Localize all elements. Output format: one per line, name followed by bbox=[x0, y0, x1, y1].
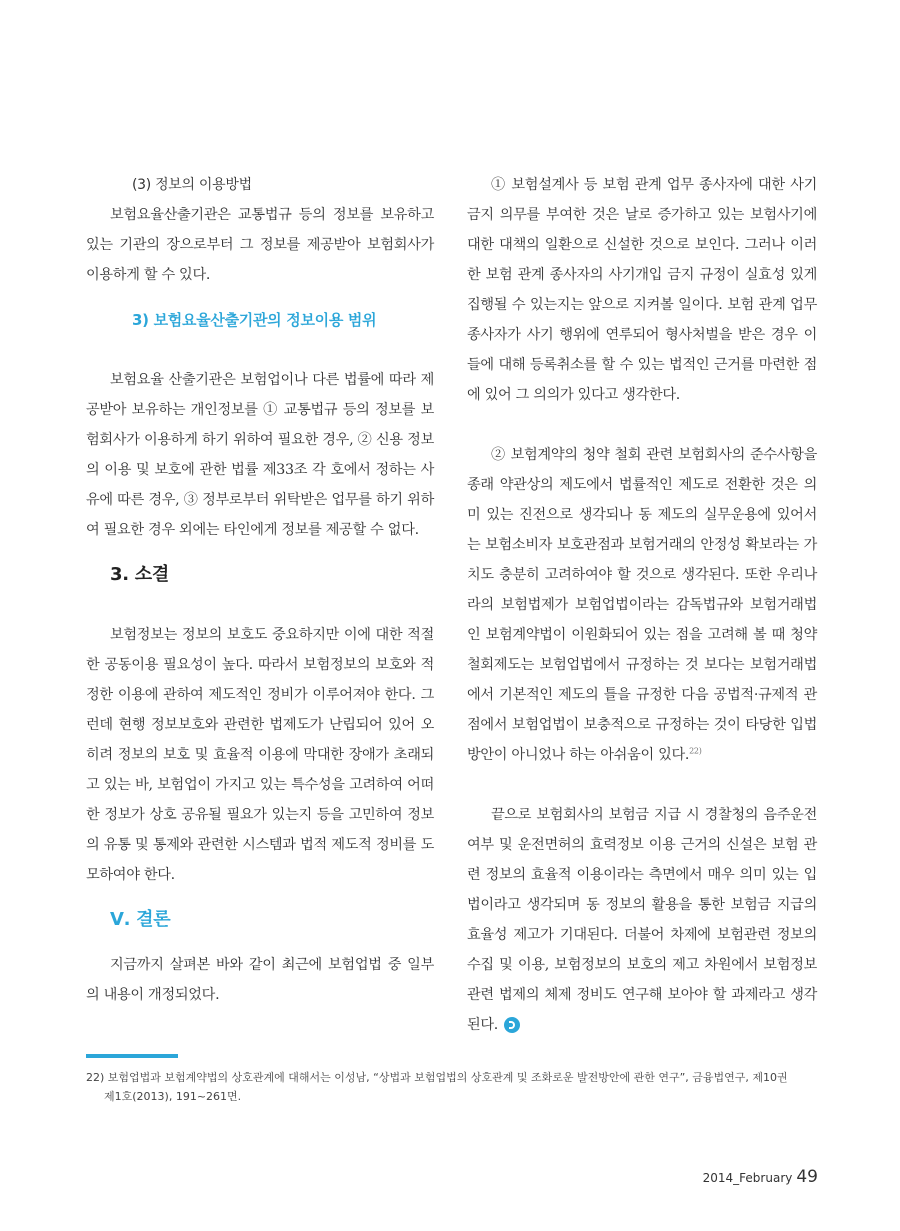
footnote-reference: 22) bbox=[689, 746, 702, 756]
footnote bbox=[86, 1068, 826, 1106]
left-column bbox=[86, 170, 434, 1010]
subsection-title: (3) 정보의 이용방법 bbox=[132, 177, 252, 193]
right-column bbox=[467, 170, 817, 1040]
paragraph: 보험정보는 정보의 보호도 중요하지만 이에 대한 적절한 공동이용 필요성이 높다. 따라서 보험정보의 보호와 적정한 이용에 관하여 제도적인 정비가 이루어져야 한다. 그런데 현행 정보보호와 관련한 법제도가 난립되어 있어 오히려 정보의 보호 및 효율적 이용에 막대한 장애가 초래되고 있는 바, 보험업이 가지고 있는 특수성을 고려하여 어떠한 정보가 상호 공유될 필요가 있는지 등을 고민하여 정보의 유통 및 통제와 관련한 시스템과 법적 제도적 정비를 도모하여야 한다. bbox=[86, 627, 434, 883]
chapter-heading: Ⅴ. 결론 bbox=[110, 909, 171, 930]
journal-logo-icon bbox=[504, 1017, 520, 1033]
footnote-line: 22) 보험업법과 보험계약법의 상호관계에 대해서는 이성남, “상법과 보험업법의 상호관계 및 조화로운 발전방안에 관한 연구”, 금융법연구, 제10권 bbox=[86, 1071, 788, 1084]
paragraph: 지금까지 살펴본 바와 같이 최근에 보험업법 중 일부의 내용이 개정되었다. bbox=[86, 957, 434, 1003]
footnote-line: 제1호(2013), 191~261면. bbox=[104, 1090, 242, 1103]
section-heading: 3. 소결 bbox=[110, 564, 169, 585]
page-number: 49 bbox=[796, 1167, 818, 1187]
paragraph: ① 보험설계사 등 보험 관계 업무 종사자에 대한 사기금지 의무를 부여한 것은 날로 증가하고 있는 보험사기에 대한 대책의 일환으로 신설한 것으로 보인다. 그러나 이러한 보험 관계 종사자의 사기개입 금지 규정이 실효성 있게 집행될 수 있는지는 앞으로 지켜볼 일이다. 보험 관계 업무 종사자가 사기 행위에 연루되어 형사처벌을 받은 경우 이들에 대해 등록취소를 할 수 있는 법적인 근거를 마련한 점에 있어 그 의의가 있다고 생각한다. bbox=[467, 177, 817, 403]
paragraph: 보험요율산출기관은 교통법규 등의 정보를 보유하고 있는 기관의 장으로부터 그 정보를 제공받아 보험회사가 이용하게 할 수 있다. bbox=[86, 207, 434, 283]
subsection-heading: 3) 보험요율산출기관의 정보이용 범위 bbox=[132, 311, 377, 329]
page-footer bbox=[703, 1167, 818, 1187]
footnote-divider bbox=[86, 1054, 178, 1058]
issue-label: 2014_February bbox=[702, 1171, 793, 1185]
paragraph-text: ② 보험계약의 청약 철회 관련 보험회사의 준수사항을 종래 약관상의 제도에서 법률적인 제도로 전환한 것은 의미 있는 진전으로 생각되나 동 제도의 실무운용에 있어서는 보험소비자 보호관점과 보험거래의 안정성 확보라는 가치도 충분히 고려하여야 할 것으로 생각된다. 또한 우리나라의 보험법제가 보험업법이라는 감독법규와 보험거래법인 보험계약법이 이원화되어 있는 점을 고려해 볼 때 청약철회제도는 보험업법에서 규정하는 것 보다는 보험거래법에서 기본적인 제도의 틀을 규정한 다음 공법적·규제적 관점에서 보험업법이 보충적으로 규정하는 것이 타당한 입법방안이 아니었나 하는 아쉬움이 있다. bbox=[467, 447, 817, 763]
paragraph: 보험요율 산출기관은 보험업이나 다른 법률에 따라 제공받아 보유하는 개인정보를 ① 교통법규 등의 정보를 보험회사가 이용하게 하기 위하여 필요한 경우, ② 신용 정보의 이용 및 보호에 관한 법률 제33조 각 호에서 정하는 사유에 따른 경우, ③ 정부로부터 위탁받은 업무를 하기 위하여 필요한 경우 외에는 타인에게 정보를 제공할 수 없다. bbox=[86, 372, 434, 538]
paragraph bbox=[467, 800, 817, 1040]
paragraph bbox=[467, 440, 817, 770]
paragraph-text: 끝으로 보험회사의 보험금 지급 시 경찰청의 음주운전 여부 및 운전면허의 효력정보 이용 근거의 신설은 보험 관련 정보의 효율적 이용이라는 측면에서 매우 의미 있는 입법이라고 생각되며 동 정보의 활용을 통한 보험금 지급의 효율성 제고가 기대된다. 더불어 차제에 보험관련 정보의 수집 및 이용, 보험정보의 보호의 제고 차원에서 보험정보 관련 법제의 체제 정비도 연구해 보아야 할 과제라고 생각된다. bbox=[467, 807, 817, 1033]
